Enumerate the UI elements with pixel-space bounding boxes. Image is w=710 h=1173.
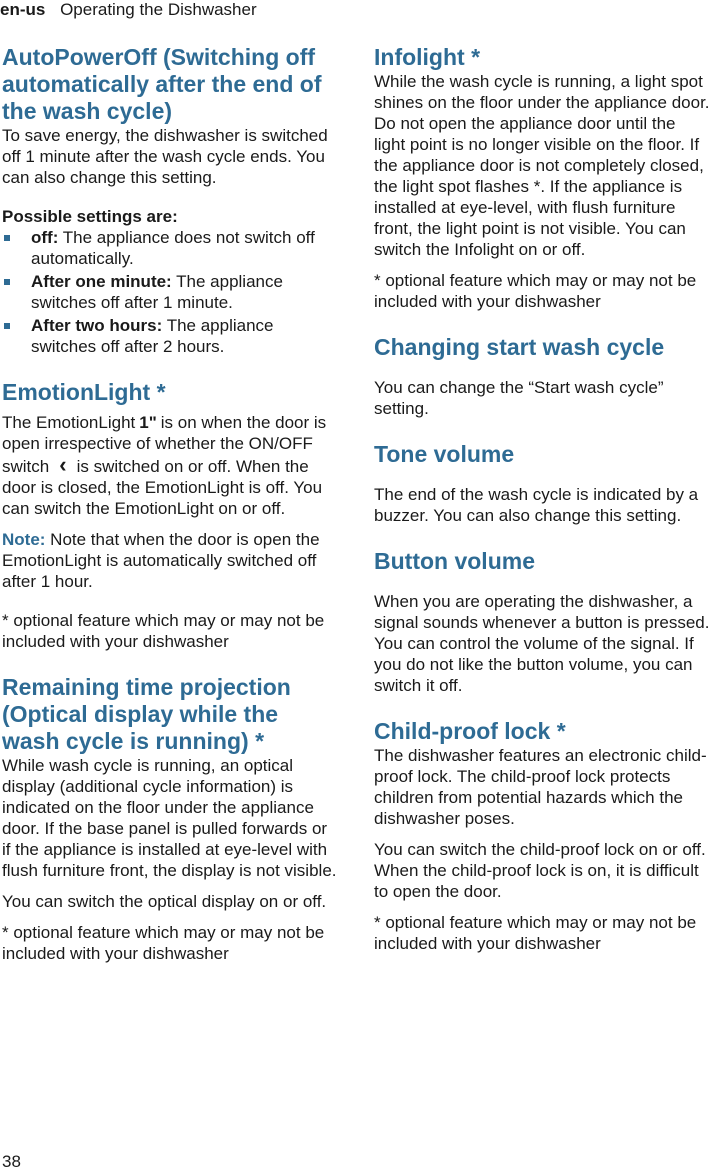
optional-feature-note: * optional feature which may or may not be included with your dishwasher: [2, 611, 325, 651]
emotionlight-symbol-icon: 1": [139, 413, 157, 432]
setting-term: off:: [31, 228, 59, 247]
optional-feature-note: * optional feature which may or may not be included with your dishwasher: [374, 271, 697, 311]
emotionlight-body: [2, 412, 338, 519]
section-title: Operating the Dishwasher: [60, 0, 257, 19]
possible-settings-label: Possible settings are:: [2, 207, 178, 226]
list-item: [2, 227, 338, 269]
remaining-time-switch: You can switch the optical display on or off.: [2, 892, 327, 911]
emotionlight-section: [2, 379, 338, 652]
language-code: en-us: [0, 0, 46, 19]
right-column: [374, 44, 710, 954]
infolight-heading: Infolight *: [374, 44, 481, 70]
changing-start-body: You can change the “Start wash cycle” setting.: [374, 378, 664, 418]
bullet-icon: [4, 235, 10, 241]
page-number: 38: [2, 1152, 21, 1171]
setting-text: The appliance switches off after 1 minute.: [31, 272, 283, 312]
setting-term: After two hours:: [31, 316, 163, 335]
setting-term: After one minute:: [31, 272, 172, 291]
bullet-icon: [4, 279, 10, 285]
infolight-section: [374, 44, 710, 312]
list-item: [2, 315, 338, 357]
button-volume-body: When you are operating the dishwasher, a signal sounds whenever a button is pressed. You can control the volume of the signal. If you do not like the button volume, you can switch it off.: [374, 592, 710, 695]
emotionlight-text-a: The EmotionLight: [2, 413, 136, 432]
page-header: [0, 0, 257, 20]
remaining-time-section: [2, 674, 338, 964]
autopoweroff-section: [2, 44, 338, 357]
changing-start-section: [374, 334, 710, 419]
emotionlight-text-b: is on when the door is open irrespective of whether the ON/OFF switch: [2, 413, 327, 476]
left-column: [2, 44, 338, 964]
bullet-icon: [4, 323, 10, 329]
emotionlight-heading: EmotionLight *: [2, 379, 166, 405]
autopoweroff-body: To save energy, the dishwasher is switched off 1 minute after the wash cycle ends. You can also change this setting.: [2, 126, 328, 187]
note-label: Note:: [2, 530, 46, 549]
emotionlight-note: [2, 529, 338, 592]
child-lock-section: [374, 718, 710, 954]
autopoweroff-heading: AutoPowerOff (Switching off automatically after the end of the wash cycle): [2, 44, 322, 124]
optional-feature-note: * optional feature which may or may not be included with your dishwasher: [374, 913, 697, 953]
changing-start-heading: Changing start wash cycle: [374, 334, 665, 360]
child-lock-heading: Child-proof lock *: [374, 718, 566, 744]
button-volume-section: [374, 548, 710, 696]
tone-volume-heading: Tone volume: [374, 441, 515, 467]
settings-list: [2, 227, 338, 357]
note-text: Note that when the door is open the EmotionLight is automatically switched off after 1 hour.: [2, 530, 320, 591]
optional-feature-note: * optional feature which may or may not be included with your dishwasher: [2, 923, 325, 963]
tone-volume-body: The end of the wash cycle is indicated by a buzzer. You can also change this setting.: [374, 485, 699, 525]
setting-text: The appliance switches off after 2 hours.: [31, 316, 274, 356]
emotionlight-text-c: is switched on or off. When the door is closed, the EmotionLight is off. You can switch the EmotionLight on or off.: [2, 457, 323, 518]
button-volume-heading: Button volume: [374, 548, 535, 574]
child-lock-switch: You can switch the child-proof lock on or off. When the child-proof lock is on, it is difficult to open the door.: [374, 840, 706, 901]
remaining-time-heading: Remaining time projection (Optical display while the wash cycle is running) *: [2, 674, 291, 754]
tone-volume-section: [374, 441, 710, 526]
child-lock-body: The dishwasher features an electronic child-proof lock. The child-proof lock protects children from potential hazards which the dishwasher poses.: [374, 746, 707, 828]
remaining-time-body: While wash cycle is running, an optical display (additional cycle information) is indicated on the floor under the appliance door. If the base panel is pulled forwards or if the appliance is installed at eye-level with flush furniture front, the display is not visible.: [2, 756, 337, 880]
on-off-switch-icon: ‹: [59, 452, 67, 477]
list-item: [2, 271, 338, 313]
setting-text: The appliance does not switch off automatically.: [31, 228, 315, 268]
infolight-body: While the wash cycle is running, a light spot shines on the floor under the appliance door. Do not open the appliance door until the light point is no longer visible on the floor. If the appliance door is not completely closed, the light spot flashes *. If the appliance is installed at eye-level, with flush furniture front, the light point is not visible. You can switch the Infolight on or off.: [374, 72, 710, 259]
